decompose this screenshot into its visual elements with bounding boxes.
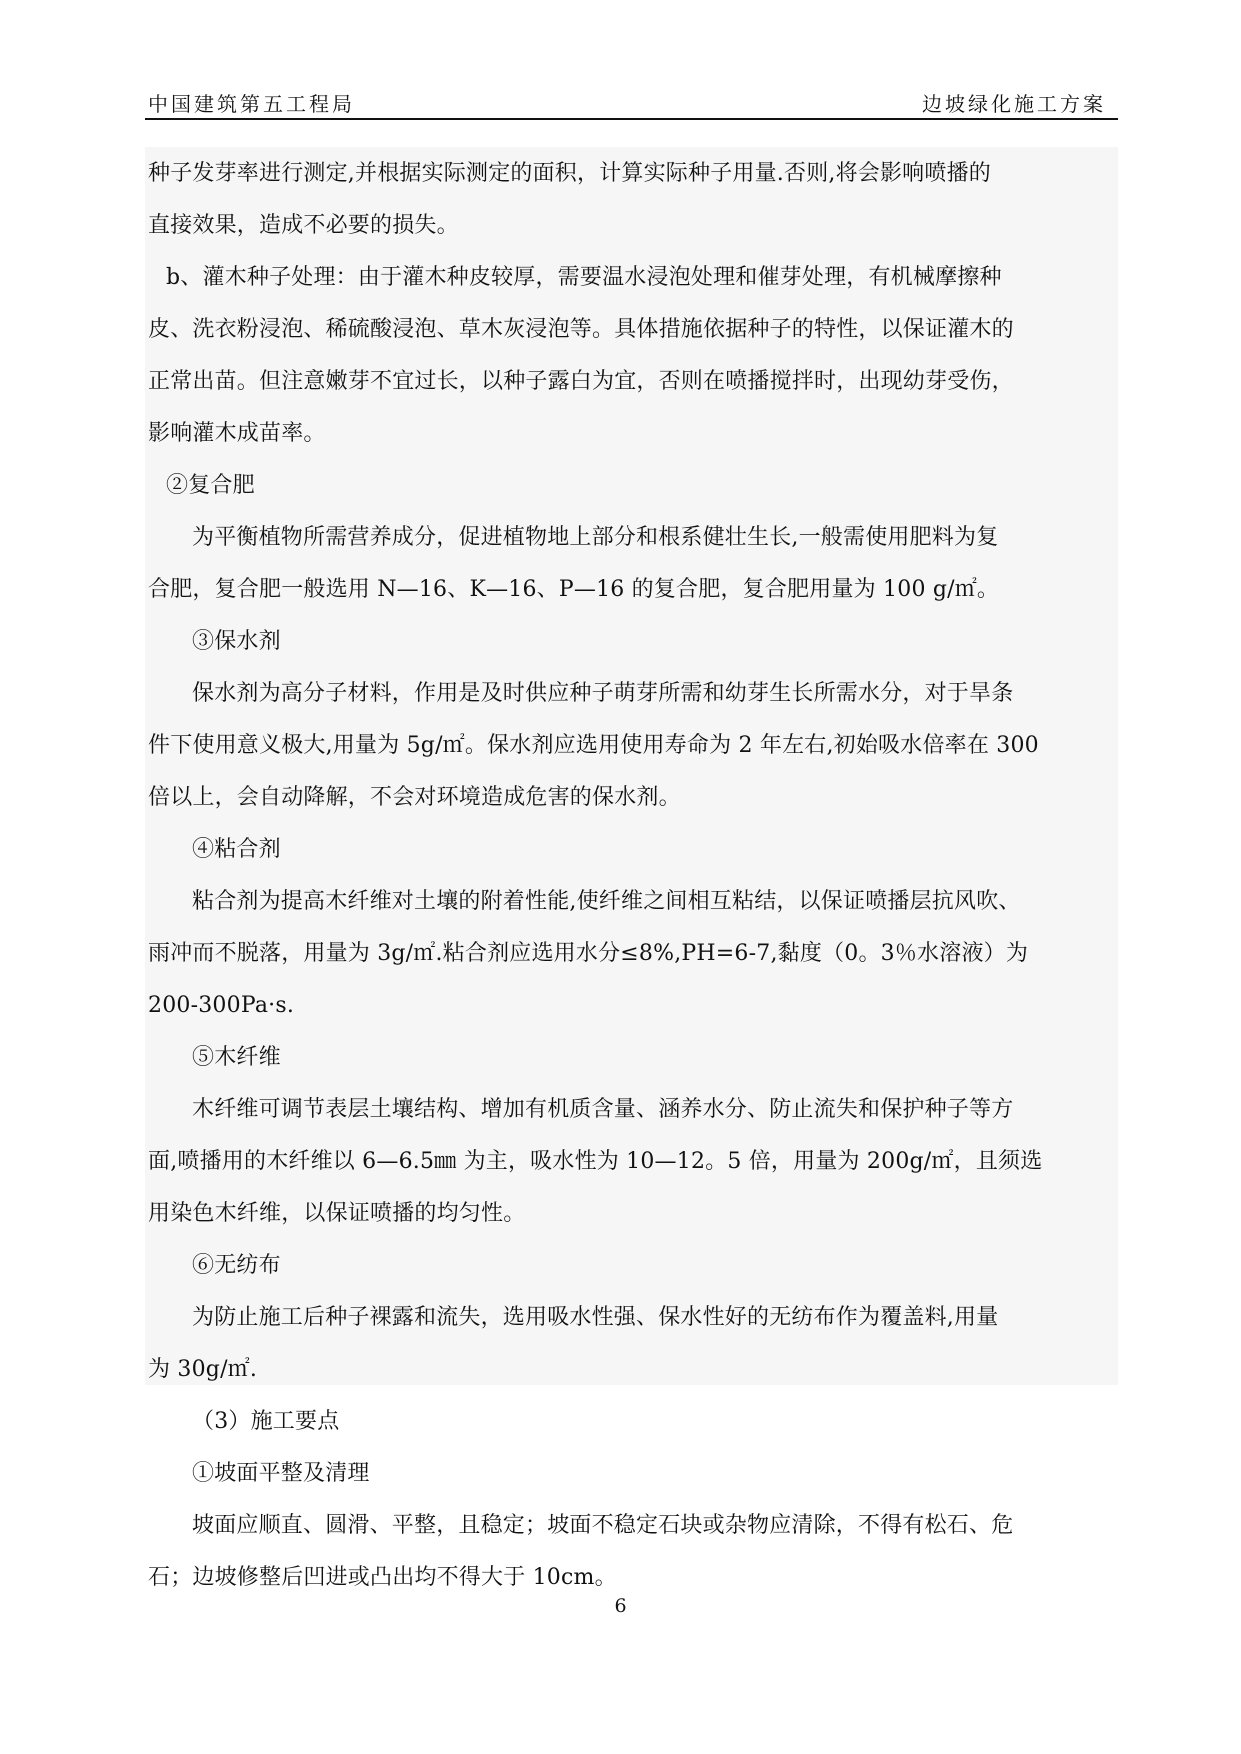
- body-line: 为平衡植物所需营养成分，促进植物地上部分和根系健壮生长,一般需使用肥料为复: [192, 525, 999, 550]
- body-line: 直接效果，造成不必要的损失。: [148, 213, 459, 238]
- section-heading: ①坡面平整及清理: [192, 1461, 370, 1486]
- section-heading: ②复合肥: [166, 473, 255, 498]
- header-document-title: 边坡绿化施工方案: [922, 92, 1106, 116]
- body-line: 粘合剂为提高木纤维对土壤的附着性能,使纤维之间相互粘结，以保证喷播层抗风吹、: [192, 889, 1021, 914]
- body-line: 保水剂为高分子材料，作用是及时供应种子萌芽所需和幼芽生长所需水分，对于旱条: [192, 681, 1014, 706]
- section-heading: ⑥无纺布: [192, 1253, 281, 1278]
- body-line: 倍以上，会自动降解，不会对环境造成危害的保水剂。: [148, 785, 681, 810]
- body-line: 用染色木纤维，以保证喷播的均匀性。: [148, 1201, 526, 1226]
- header-organization: 中国建筑第五工程局: [148, 92, 355, 116]
- page-number: 6: [614, 1595, 627, 1617]
- body-line: 面,喷播用的木纤维以 6—6.5㎜ 为主，吸水性为 10—12。5 倍，用量为 200g/㎡，且须选: [148, 1149, 1043, 1174]
- body-line: 种子发芽率进行测定,并根据实际测定的面积，计算实际种子用量.否则,将会影响喷播的: [148, 161, 991, 186]
- page-body: [148, 148, 1118, 1604]
- section-heading: （3）施工要点: [192, 1409, 340, 1434]
- section-heading: ④粘合剂: [192, 837, 281, 862]
- body-line: 正常出苗。但注意嫩芽不宜过长，以种子露白为宜，否则在喷播搅拌时，出现幼芽受伤，: [148, 369, 1014, 394]
- body-line: 件下使用意义极大,用量为 5g/㎡。保水剂应选用使用寿命为 2 年左右,初始吸水倍率在 300: [148, 733, 1039, 758]
- body-line: b、灌木种子处理：由于灌木种皮较厚，需要温水浸泡处理和催芽处理，有机械摩擦种: [166, 265, 1002, 290]
- body-line: 影响灌木成苗率。: [148, 421, 326, 446]
- section-heading: ⑤木纤维: [192, 1045, 281, 1070]
- header-divider: [145, 118, 1118, 120]
- body-line: 坡面应顺直、圆滑、平整，且稳定；坡面不稳定石块或杂物应清除，不得有松石、危: [192, 1513, 1014, 1538]
- section-heading: ③保水剂: [192, 629, 281, 654]
- body-line: 为 30g/㎡.: [148, 1357, 258, 1382]
- body-line: 合肥，复合肥一般选用 N—16、K—16、P—16 的复合肥，复合肥用量为 100 g/㎡。: [148, 577, 1000, 602]
- body-line: 为防止施工后种子裸露和流失，选用吸水性强、保水性好的无纺布作为覆盖料,用量: [192, 1305, 999, 1330]
- body-line: 石；边坡修整后凹进或凸出均不得大于 10cm。: [148, 1565, 617, 1590]
- body-line: 木纤维可调节表层土壤结构、增加有机质含量、涵养水分、防止流失和保护种子等方: [192, 1097, 1014, 1122]
- body-line: 雨冲而不脱落，用量为 3g/㎡.粘合剂应选用水分≤8%,PH=6-7,黏度（0。3％水溶液）为: [148, 941, 1029, 966]
- body-line: 皮、洗衣粉浸泡、稀硫酸浸泡、草木灰浸泡等。具体措施依据种子的特性，以保证灌木的: [148, 317, 1014, 342]
- body-line: 200-300Pa·s.: [148, 993, 295, 1018]
